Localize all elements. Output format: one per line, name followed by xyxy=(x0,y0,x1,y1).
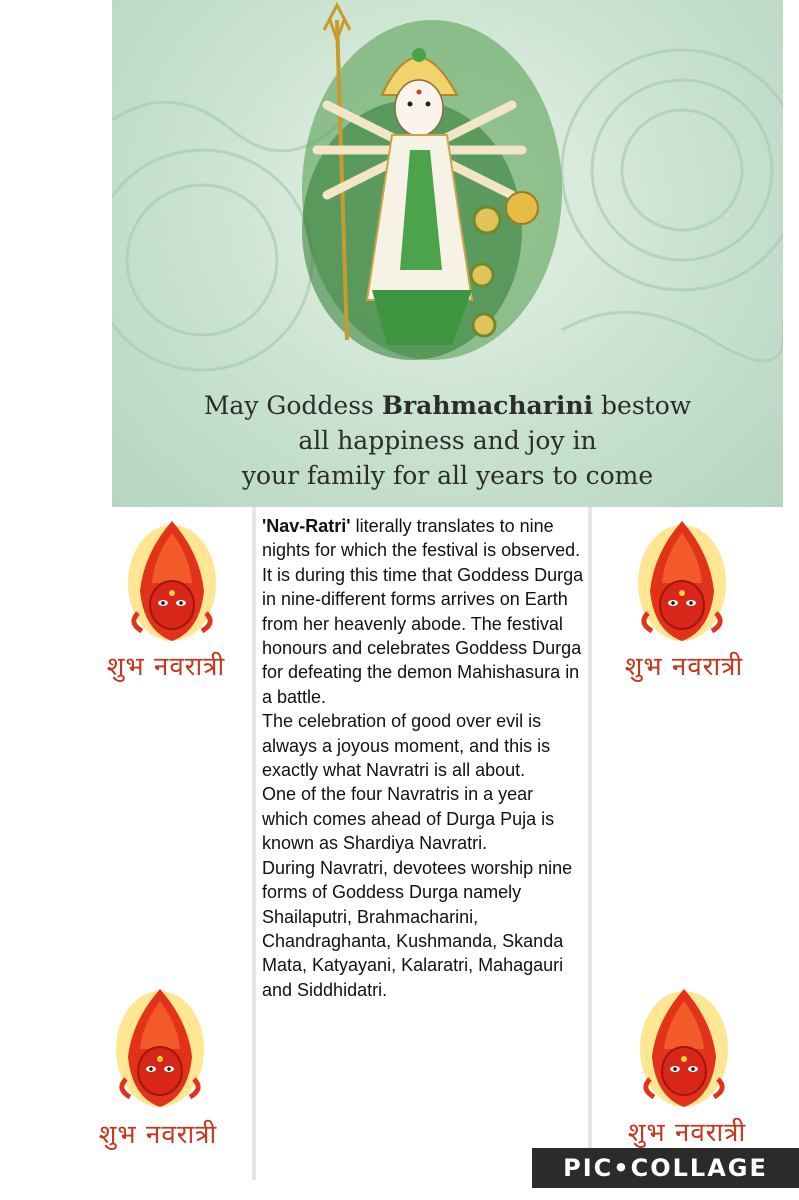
shubh-navratri-tile-bottom-right xyxy=(598,985,776,1155)
greeting-line-1-prefix: May Goddess xyxy=(203,391,382,420)
greeting-banner xyxy=(112,0,783,507)
paragraph-3: One of the four Navratris in a year which comes ahead of Durga Puja is known as Shardiya Navratri. xyxy=(262,784,555,854)
tile-caption: शुभ नवरात्री xyxy=(106,652,226,682)
tile-caption: शुभ नवरात्री xyxy=(98,1120,218,1150)
greeting-line-2: all happiness and joy in xyxy=(298,426,597,455)
greeting-text xyxy=(112,388,783,493)
paragraph-2: The celebration of good over evil is always a joyous moment, and this is exactly what Navratri is all about. xyxy=(262,711,551,781)
paragraph-1-text: literally translates to nine nights for which the festival is observed. It is during this time that Goddess Durga in nine-different forms arrives on Earth from her heavenly abode. The festival honours and celebrates Goddess Durga for defeating the demon Mahishasura in a battle. xyxy=(262,516,584,707)
shubh-navratri-tile-top-left xyxy=(82,513,250,685)
paragraph-1 xyxy=(262,514,584,709)
pic-collage-watermark: PIC•COLLAGE xyxy=(532,1148,799,1188)
left-divider xyxy=(252,507,256,1180)
navratri-description xyxy=(262,510,584,1002)
greeting-line-1-suffix: bestow xyxy=(593,391,692,420)
nav-ratri-term: 'Nav-Ratri' xyxy=(262,516,351,536)
goddess-name: Brahmacharini xyxy=(381,391,594,420)
tile-caption: शुभ नवरात्री xyxy=(627,1118,747,1148)
shubh-navratri-tile-bottom-left xyxy=(66,985,250,1155)
paragraph-4: During Navratri, devotees worship nine forms of Goddess Durga namely Shailaputri, Brahmacharini, Chandraghanta, Kushmanda, Skanda Mata, Katyayani, Kalaratri, Mahagauri and Siddhidatri. xyxy=(262,857,573,1000)
shubh-navratri-tile-top-right xyxy=(598,513,770,685)
right-divider xyxy=(588,507,592,1180)
greeting-line-1 xyxy=(112,388,783,423)
greeting-line-3: your family for all years to come xyxy=(241,461,654,490)
tile-caption: शुभ नवरात्री xyxy=(624,652,744,682)
